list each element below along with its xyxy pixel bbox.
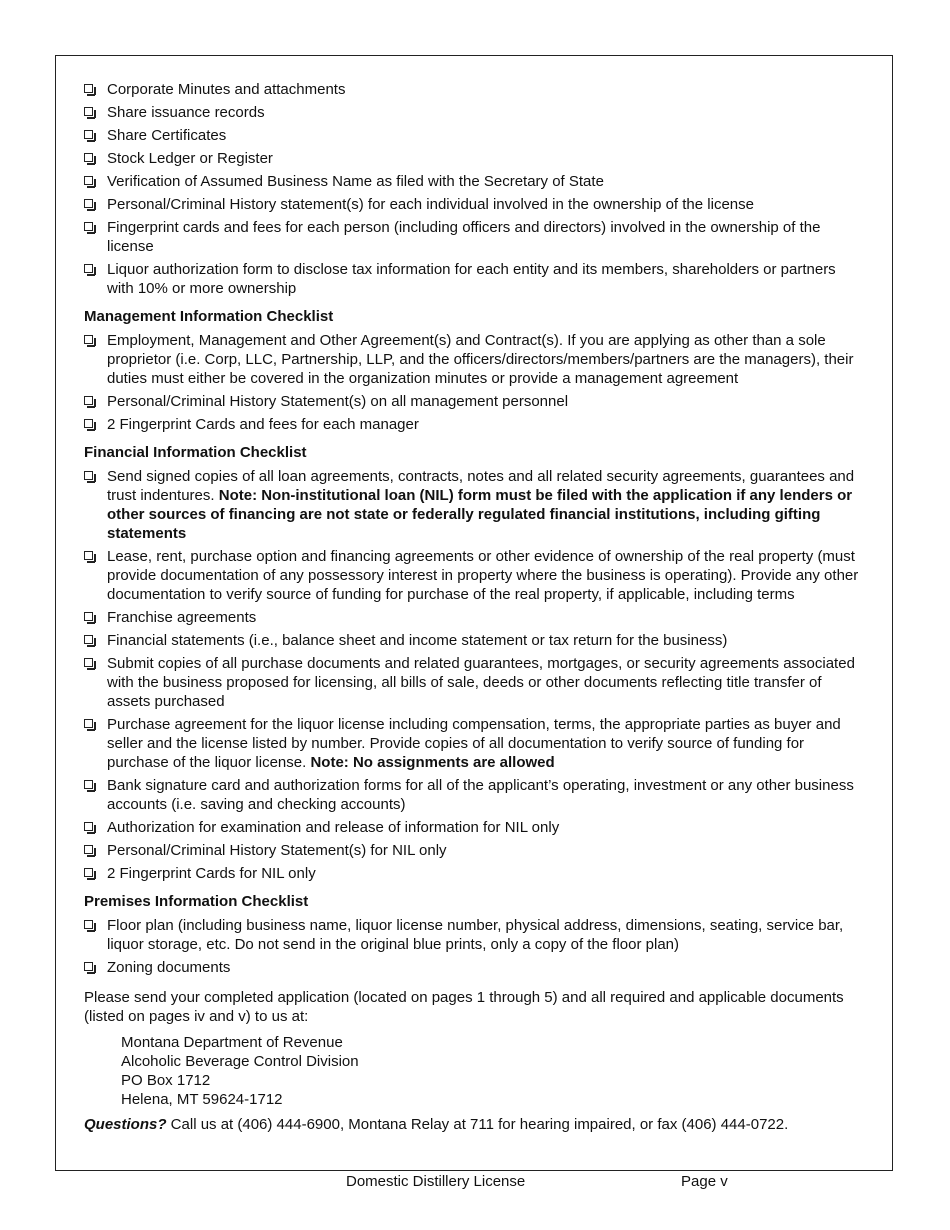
checklist-item[interactable]: Corporate Minutes and attachments [84, 80, 864, 99]
checklist-item[interactable]: Floor plan (including business name, liquor license number, physical address, dimensions, seating, service bar, liquor storage, etc. Do not send in the original blue prints, only a copy of the floor plan) [84, 916, 864, 954]
checkbox-icon[interactable] [84, 962, 93, 971]
questions-line [84, 1115, 864, 1134]
checkbox-icon[interactable] [84, 612, 93, 621]
submission-instructions: Please send your completed application (located on pages 1 through 5) and all required and applicable documents (listed on pages iv and v) to us at: [84, 989, 844, 1025]
checklist-item[interactable]: Share Certificates [84, 126, 864, 145]
checklist-item[interactable]: Stock Ledger or Register [84, 149, 864, 168]
nil-note: Note: Non-institutional loan (NIL) form must be filed with the application if any lenders or other sources of financing are not state or federally regulated financial institutions, including gifting statements [107, 487, 853, 542]
checklist-item[interactable]: Liquor authorization form to disclose tax information for each entity and its members, shareholders or partners with 10% or more ownership [84, 260, 864, 298]
checkbox-icon[interactable] [84, 199, 93, 208]
checkbox-icon[interactable] [84, 635, 93, 644]
checkbox-icon[interactable] [84, 845, 93, 854]
checkbox-icon[interactable] [84, 264, 93, 273]
checkbox-icon[interactable] [84, 153, 93, 162]
checklist-item[interactable]: Franchise agreements [84, 608, 864, 627]
checklist-item[interactable]: Personal/Criminal History statement(s) for each individual involved in the ownership of the license [84, 195, 864, 214]
questions-label: Questions? [84, 1116, 167, 1133]
address-line: PO Box 1712 [121, 1072, 211, 1089]
assignment-note: Note: No assignments are allowed [310, 754, 555, 771]
address-line: Helena, MT 59624-1712 [121, 1091, 283, 1108]
checkbox-icon[interactable] [84, 176, 93, 185]
checklist-item[interactable]: Verification of Assumed Business Name as filed with the Secretary of State [84, 172, 864, 191]
checklist-item[interactable]: Submit copies of all purchase documents and related guarantees, mortgages, or security agreements associated with the business proposed for licensing, all bills of sale, deeds or other documents reflecting title transfer of assets purchased [84, 654, 864, 711]
checklist-content [84, 80, 864, 1134]
checkbox-icon[interactable] [84, 868, 93, 877]
checkbox-icon[interactable] [84, 920, 93, 929]
checklist-item[interactable]: Send signed copies of all loan agreements, contracts, notes and all related security agreements, guarantees and trust indentures. Note: Non-institutional loan (NIL) form must be filed with the application if any lenders or other sources of financing are not state or federally regulated financial institutions, including gifting statements [84, 467, 864, 543]
checklist-item[interactable]: 2 Fingerprint Cards and fees for each manager [84, 415, 864, 434]
checkbox-icon[interactable] [84, 222, 93, 231]
checkbox-icon[interactable] [84, 335, 93, 344]
checklist-item[interactable]: Lease, rent, purchase option and financing agreements or other evidence of ownership of the real property (must provide documentation of any possessory interest in property where the business is operating). Provide any other documentation to verify source of funding for purchase of the real property, if applicable, including terms [84, 547, 864, 604]
checklist-item[interactable]: Employment, Management and Other Agreement(s) and Contract(s). If you are applying as other than a sole proprietor (i.e. Corp, LLC, Partnership, LLP, and the officers/directors/members/partners are the managers), their duties must either be covered in the organization minutes or provide a management agreement [84, 331, 864, 388]
financial-heading: Financial Information Checklist [84, 444, 307, 461]
management-heading: Management Information Checklist [84, 308, 334, 325]
checklist-item[interactable]: Financial statements (i.e., balance sheet and income statement or tax return for the business) [84, 631, 864, 650]
page-number: Page v [681, 1173, 728, 1190]
address-line: Alcoholic Beverage Control Division [121, 1053, 359, 1070]
premises-heading: Premises Information Checklist [84, 893, 309, 910]
questions-text: Call us at (406) 444-6900, Montana Relay at 711 for hearing impaired, or fax (406) 444-0722. [166, 1116, 789, 1133]
checkbox-icon[interactable] [84, 130, 93, 139]
address-line: Montana Department of Revenue [121, 1034, 343, 1051]
checkbox-icon[interactable] [84, 419, 93, 428]
footer-title: Domestic Distillery License [346, 1173, 526, 1190]
checklist-item[interactable]: Fingerprint cards and fees for each person (including officers and directors) involved in the ownership of the license [84, 218, 864, 256]
checkbox-icon[interactable] [84, 780, 93, 789]
checkbox-icon[interactable] [84, 84, 93, 93]
checklist-item[interactable]: Zoning documents [84, 958, 864, 977]
checklist-item[interactable]: 2 Fingerprint Cards for NIL only [84, 864, 864, 883]
checklist-item[interactable]: Authorization for examination and release of information for NIL only [84, 818, 864, 837]
checklist-item[interactable]: Personal/Criminal History Statement(s) for NIL only [84, 841, 864, 860]
checklist-item[interactable]: Personal/Criminal History Statement(s) on all management personnel [84, 392, 864, 411]
checkbox-icon[interactable] [84, 396, 93, 405]
checkbox-icon[interactable] [84, 551, 93, 560]
checklist-item[interactable]: Purchase agreement for the liquor license including compensation, terms, the appropriate parties as buyer and seller and the license listed by number. Provide copies of all documentation to verify source of funding for purchase of the liquor license. Note: No assignments are allowed [84, 715, 864, 772]
checkbox-icon[interactable] [84, 107, 93, 116]
checklist-item[interactable]: Bank signature card and authorization forms for all of the applicant’s operating, investment or any other business accounts (i.e. saving and checking accounts) [84, 776, 864, 814]
checkbox-icon[interactable] [84, 471, 93, 480]
checklist-item[interactable]: Share issuance records [84, 103, 864, 122]
checkbox-icon[interactable] [84, 658, 93, 667]
mailing-address [121, 1033, 864, 1109]
checkbox-icon[interactable] [84, 822, 93, 831]
checkbox-icon[interactable] [84, 719, 93, 728]
